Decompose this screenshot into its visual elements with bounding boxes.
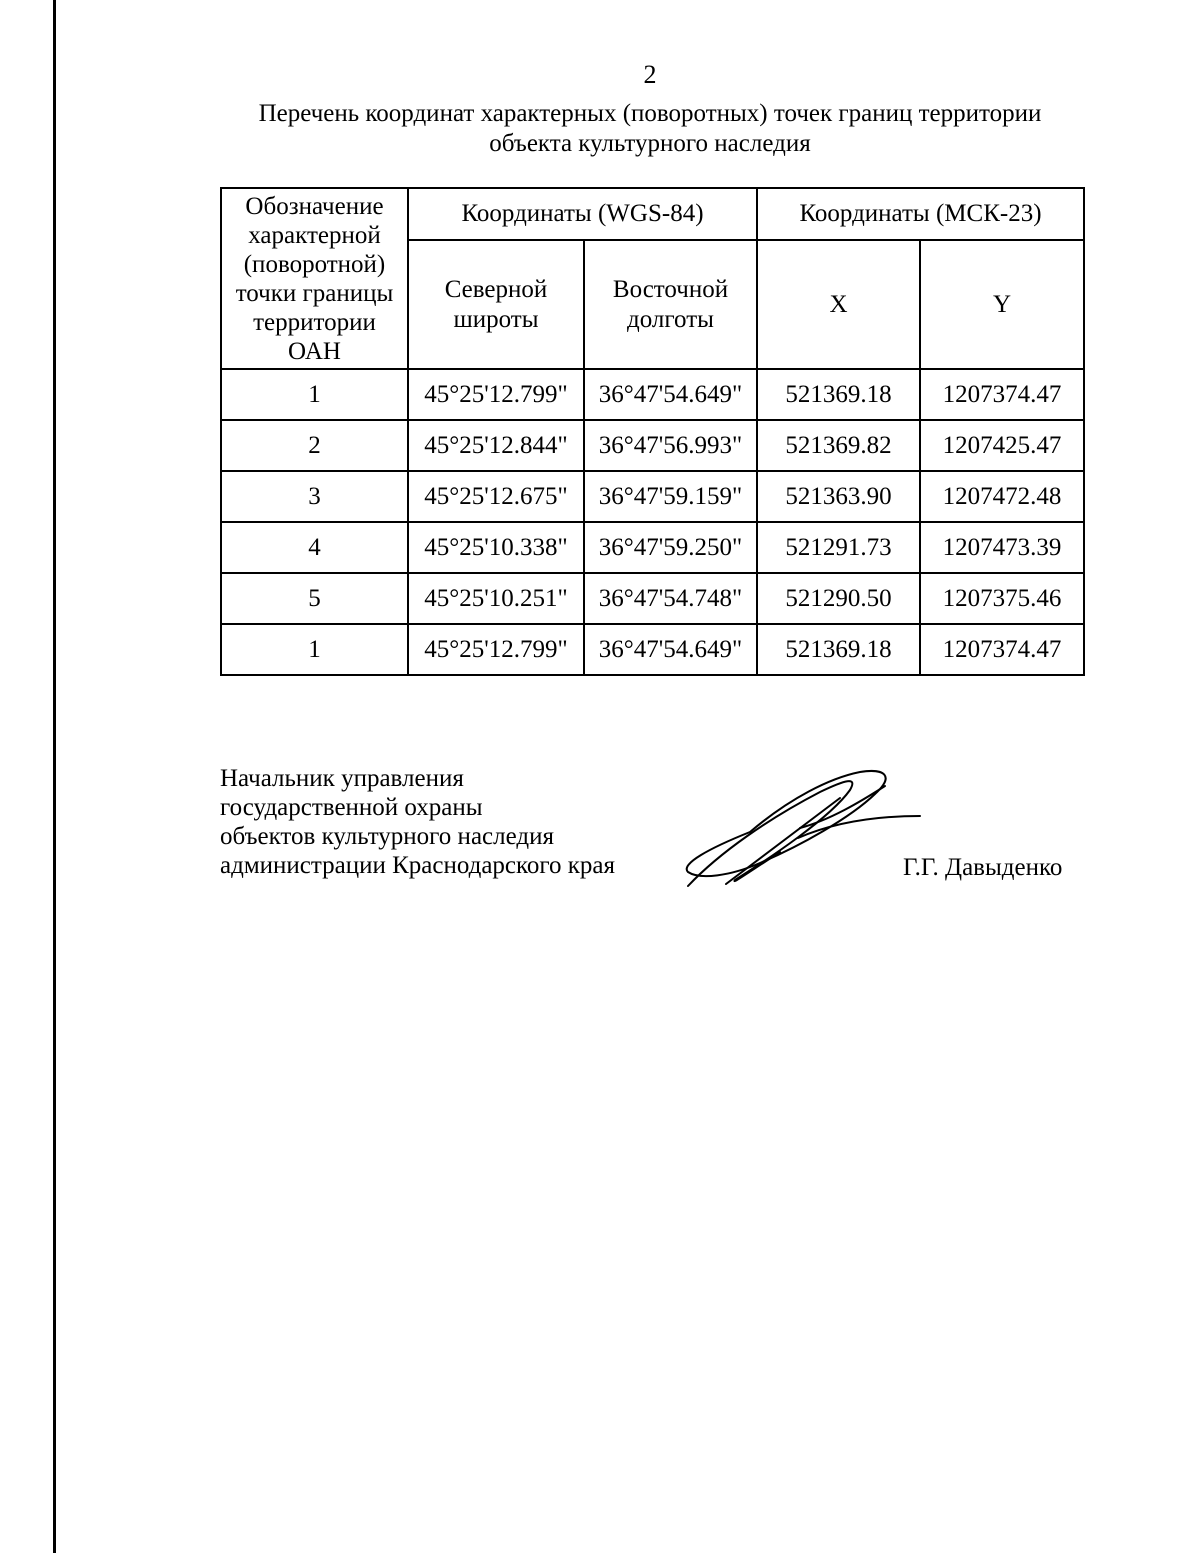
cell-point: 5 bbox=[221, 573, 408, 624]
cell-north-latitude: 45°25'12.799" bbox=[408, 624, 584, 675]
cell-east-longitude: 36°47'54.649" bbox=[584, 624, 757, 675]
cell-point: 3 bbox=[221, 471, 408, 522]
coordinates-table bbox=[220, 187, 1085, 676]
cell-north-latitude: 45°25'12.799" bbox=[408, 369, 584, 420]
cell-east-longitude: 36°47'56.993" bbox=[584, 420, 757, 471]
cell-point: 2 bbox=[221, 420, 408, 471]
table-row bbox=[221, 471, 1084, 522]
table-row bbox=[221, 573, 1084, 624]
document-title bbox=[200, 99, 1100, 159]
cell-x: 521369.18 bbox=[757, 369, 920, 420]
page-left-edge bbox=[53, 0, 56, 1553]
cell-y: 1207473.39 bbox=[920, 522, 1084, 573]
cell-east-longitude: 36°47'59.159" bbox=[584, 471, 757, 522]
header-x: X bbox=[757, 240, 920, 369]
signatory-position-line: объектов культурного наследия bbox=[220, 823, 554, 850]
signatory-position-line: государственной охраны bbox=[220, 794, 483, 821]
header-north-latitude: Северной широты bbox=[408, 240, 584, 369]
header-east-longitude: Восточной долготы bbox=[584, 240, 757, 369]
handwritten-signature bbox=[680, 768, 930, 893]
header-wgs84: Координаты (WGS-84) bbox=[408, 188, 757, 240]
table-body bbox=[221, 369, 1084, 675]
signatory-name: Г.Г. Давыденко bbox=[903, 854, 1063, 881]
page-number: 2 bbox=[643, 60, 657, 89]
cell-x: 521369.82 bbox=[757, 420, 920, 471]
header-point-designation: Обозначение характерной (поворотной) точки границы территории ОАН bbox=[221, 188, 408, 369]
table-row bbox=[221, 369, 1084, 420]
header-msk23: Координаты (МСК-23) bbox=[757, 188, 1084, 240]
document-title-line-2: объекта культурного наследия bbox=[489, 130, 811, 157]
cell-y: 1207374.47 bbox=[920, 369, 1084, 420]
cell-x: 521290.50 bbox=[757, 573, 920, 624]
cell-x: 521369.18 bbox=[757, 624, 920, 675]
cell-y: 1207375.46 bbox=[920, 573, 1084, 624]
table-row bbox=[221, 624, 1084, 675]
cell-y: 1207374.47 bbox=[920, 624, 1084, 675]
cell-east-longitude: 36°47'54.649" bbox=[584, 369, 757, 420]
cell-north-latitude: 45°25'12.844" bbox=[408, 420, 584, 471]
table-header-row bbox=[221, 188, 1084, 240]
cell-north-latitude: 45°25'10.338" bbox=[408, 522, 584, 573]
cell-x: 521291.73 bbox=[757, 522, 920, 573]
header-y: Y bbox=[920, 240, 1084, 369]
cell-x: 521363.90 bbox=[757, 471, 920, 522]
cell-y: 1207425.47 bbox=[920, 420, 1084, 471]
document-title-line-1: Перечень координат характерных (поворотных) точек границ территории bbox=[258, 100, 1042, 127]
cell-east-longitude: 36°47'54.748" bbox=[584, 573, 757, 624]
cell-point: 1 bbox=[221, 624, 408, 675]
cell-north-latitude: 45°25'12.675" bbox=[408, 471, 584, 522]
cell-point: 1 bbox=[221, 369, 408, 420]
cell-point: 4 bbox=[221, 522, 408, 573]
signatory-position bbox=[220, 764, 615, 880]
signatory-position-line: Начальник управления bbox=[220, 765, 464, 792]
cell-east-longitude: 36°47'59.250" bbox=[584, 522, 757, 573]
cell-north-latitude: 45°25'10.251" bbox=[408, 573, 584, 624]
table-row bbox=[221, 420, 1084, 471]
signatory-position-line: администрации Краснодарского края bbox=[220, 852, 616, 879]
cell-y: 1207472.48 bbox=[920, 471, 1084, 522]
table-row bbox=[221, 522, 1084, 573]
